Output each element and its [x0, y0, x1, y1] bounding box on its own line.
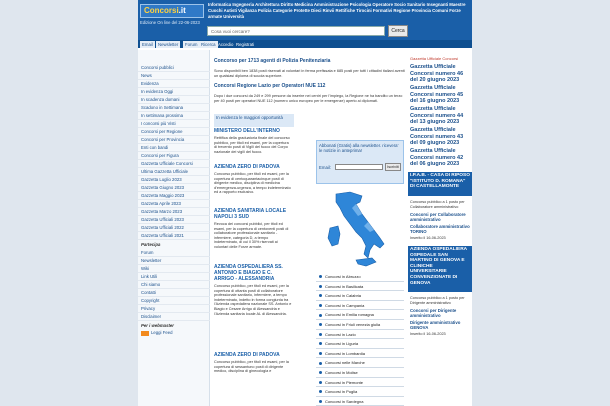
- italy-map[interactable]: [316, 188, 404, 270]
- newsletter-subscribe-button[interactable]: Iscriviti: [385, 163, 401, 171]
- site-logo[interactable]: [140, 4, 204, 18]
- ente-link[interactable]: Concorsi per Collaboratore amministrativo: [410, 212, 466, 222]
- article-text: Concorso pubblico, per titoli ed esami, per la copertura di centoquarantacinque posti di dirigente medico, disciplina di medicina d'emergenza-urgenza, a tempo indeterminato ed a rapporto esclusivo.: [214, 172, 291, 195]
- sidebar-item[interactable]: Ultima Gazzetta Ufficiale: [138, 168, 210, 176]
- evidence-label: In evidenza le maggiori opportunità: [214, 114, 294, 127]
- sidebar-item[interactable]: In evidenza Oggi: [138, 88, 210, 96]
- region-item[interactable]: [316, 397, 404, 406]
- nav-separator: o: [231, 42, 234, 47]
- bullet-icon: [319, 352, 322, 355]
- ente-box[interactable]: AZIENDA OSPEDALIERA OSPEDALE SAN MARTINO DI GENOVA E CLINICHE UNIVERSITARIE CONVENZIONATE DI GENOVA: [408, 246, 472, 292]
- newsletter-box: [316, 140, 404, 184]
- edition-date: Edizione On line del 22-06-2023: [140, 20, 200, 25]
- gazzetta-link[interactable]: Gazzetta Ufficiale Concorsi numero 43 del 09 giugno 2023: [410, 127, 464, 147]
- headline-text: Dopo i due concorsi da 249 e 299 persone da inserire nei centri per l'impiego, la Regione ne ha bandito un terzo per 40 posti per operatori NUE 112 (numero unico europeo per le emergenze) aperto ai diplomati.: [214, 94, 403, 103]
- region-item[interactable]: [316, 349, 404, 359]
- headline-title[interactable]: Concorso per 1713 agenti di Polizia Penitenziaria: [214, 58, 331, 64]
- gazzetta-link[interactable]: Gazzetta Ufficiale Concorsi numero 45 del 16 giugno 2023: [410, 85, 464, 105]
- sidebar-item[interactable]: Chi siamo: [138, 281, 210, 289]
- region-label: Concorsi in Sardegna: [325, 398, 364, 404]
- sidebar-item[interactable]: Gazzetta Ufficiali 2022: [138, 224, 210, 232]
- region-label: Concorsi in Puglia: [325, 389, 358, 395]
- bullet-icon: [319, 314, 322, 317]
- bullet-icon: [319, 371, 322, 374]
- article-text: Concorso pubblico, per titoli ed esami, per la copertura di ottanta posti di collaboratore professionale sanitario, infermiere, a tempo indeterminato, indetto in forma congiunta tra l'Azienda ospedaliera nazionale SS. Antonio e Biagio e Cesare Arrigo di Alessandria e l'Azienda sanitaria locale AL di Alessandria.: [214, 284, 292, 316]
- sidebar-item[interactable]: Link Utili: [138, 273, 210, 281]
- bullet-icon: [319, 275, 322, 278]
- sidebar-item[interactable]: News: [138, 72, 210, 80]
- article-title[interactable]: AZIENDA SANITARIA LOCALE NAPOLI 3 SUD: [214, 208, 287, 220]
- italy-map-icon: [316, 188, 404, 270]
- region-label: Concorsi in Friuli venezia giulia: [325, 322, 381, 327]
- ente-date: Inserito il 16-06-2023: [410, 236, 446, 240]
- region-item[interactable]: [316, 282, 404, 292]
- bullet-icon: [319, 323, 322, 326]
- tab-email[interactable]: Email: [142, 42, 153, 47]
- sidebar-item[interactable]: Gazzetta Ufficiali 2021: [138, 232, 210, 240]
- sidebar-item[interactable]: Newsletter: [138, 257, 210, 265]
- sidebar-item[interactable]: Concorsi per Regione: [138, 128, 210, 136]
- sidebar-item[interactable]: Evidenza: [138, 80, 210, 88]
- region-item[interactable]: [316, 272, 404, 282]
- sidebar-item[interactable]: Wiki: [138, 265, 210, 273]
- rss-link[interactable]: Leggi Feed: [151, 330, 173, 335]
- ente-text: Concorso pubblico a 1 posto per Dirigente amministrativo: [410, 296, 465, 305]
- webmaster-title: Per i webmaster: [141, 323, 174, 328]
- region-label: Concorsi in Piemonte: [325, 379, 364, 385]
- region-item[interactable]: [316, 310, 404, 320]
- article-title[interactable]: AZIENDA ZERO DI PADOVA: [214, 352, 280, 358]
- region-label: Concorsi in Molise: [325, 370, 358, 375]
- tab-forum[interactable]: Forum: [185, 42, 198, 47]
- sidebar-item[interactable]: I concorsi più Visti: [138, 120, 210, 128]
- logo-main: Concorsi: [144, 6, 179, 15]
- right-column: [408, 50, 472, 406]
- register-link[interactable]: Registrati: [236, 42, 255, 47]
- sidebar-item[interactable]: Contatti: [138, 289, 210, 297]
- newsletter-text: Abbonati (Gratis) alla newsletter. ricevera' le notizie in anteprima!: [319, 143, 399, 153]
- article-title[interactable]: AZIENDA OSPEDALIERA SS. ANTONIO E BIAGIO E C. ARRIGO - ALESSANDRIA: [214, 264, 283, 282]
- region-label: Concorsi in Lombardia: [325, 350, 366, 356]
- sidebar-item[interactable]: Gazzetta Ufficiali 2023: [138, 216, 210, 224]
- gazzetta-link[interactable]: Gazzetta Ufficiale Concorsi numero 42 del 06 giugno 2023: [410, 148, 464, 168]
- ente-text: Concorso pubblico a 1 posto per Collaboratore amministrativo: [410, 200, 465, 209]
- gazzetta-link[interactable]: Gazzetta Ufficiale Concorsi numero 46 del 20 giugno 2023: [410, 64, 464, 84]
- region-item[interactable]: [316, 387, 404, 397]
- tab-newsletter[interactable]: Newsletter: [158, 42, 179, 47]
- bullet-icon: [319, 362, 322, 365]
- gazzetta-link[interactable]: Gazzetta Ufficiale Concorsi numero 44 del 13 giugno 2023: [410, 106, 464, 126]
- ente-bold: Dirigente amministrativo GENOVA: [410, 320, 461, 330]
- headline-text: Sono disponibili ben 1838 posti riservati ai volontari in ferma prefissata e 685 posti per tutti i cittadini italiani aventi un qualsiasi diploma di scuola superiore.: [214, 69, 405, 78]
- login-link[interactable]: Accedi: [218, 42, 231, 47]
- sidebar-item[interactable]: Privacy: [138, 305, 210, 313]
- region-item[interactable]: [316, 320, 404, 330]
- ente-link[interactable]: Concorsi per Dirigente amministrativo: [410, 308, 457, 318]
- bullet-icon: [319, 333, 322, 336]
- region-item[interactable]: [316, 378, 404, 388]
- sidebar-item[interactable]: Gazzetta Maggio 2023: [138, 192, 210, 200]
- sidebar-item[interactable]: Enti con bandi: [138, 144, 210, 152]
- sidebar-item[interactable]: Gazzetta Marzo 2023: [138, 208, 210, 216]
- region-item[interactable]: [316, 301, 404, 311]
- region-label: Concorsi in Basilicata: [325, 283, 364, 289]
- sidebar: [138, 50, 210, 406]
- search-input[interactable]: Cosa vuoi cercare?: [207, 26, 385, 36]
- sidebar-item[interactable]: In scadenza domani: [138, 96, 210, 104]
- region-item[interactable]: [316, 368, 404, 378]
- region-item[interactable]: [316, 291, 404, 301]
- region-label: Concorsi in Liguria: [325, 341, 359, 347]
- sidebar-item[interactable]: In settimana prossima: [138, 112, 210, 120]
- page: [138, 0, 472, 406]
- sidebar-item[interactable]: Concorsi per Provincia: [138, 136, 210, 144]
- headline-title[interactable]: Concorsi Regione Lazio per Operatori NUE 112: [214, 83, 326, 89]
- region-label: Concorsi in Abruzzo: [325, 274, 361, 279]
- main-content: [214, 50, 406, 406]
- region-label: Concorsi in Emilia romagna: [325, 312, 374, 318]
- bullet-icon: [319, 400, 322, 403]
- top-nav: [138, 40, 472, 48]
- site-header: [138, 0, 472, 40]
- ente-box[interactable]: I.P.A.B. - CASA DI RIPOSO "ISTITUTO D. ROMANA" DI CASTELLAMONTE: [408, 172, 472, 196]
- bullet-icon: [319, 381, 322, 384]
- region-label: Concorsi in Lazio: [325, 331, 356, 337]
- logo-tld: .it: [178, 6, 186, 15]
- evidence-column: [214, 114, 294, 406]
- article-text: Rettifica della graduatoria finale del concorso pubblico, per titoli ed esami, per la copertura di trecento posti di Vigili del fuoco del Corpo nazionale dei vigili del fuoco.: [214, 136, 290, 154]
- tab-ricerca[interactable]: Ricerca: [201, 42, 216, 47]
- sidebar-item[interactable]: Disclaimer: [138, 313, 210, 321]
- sidebar-item[interactable]: Scadono in Settimana: [138, 104, 210, 112]
- region-label: Concorsi in Campania: [325, 302, 365, 308]
- article-text: Concorso pubblico, per titoli ed esami, per la copertura di sessantuno posti di dirigente medico, disciplina di ginecologia e: [214, 360, 289, 374]
- article-title[interactable]: AZIENDA ZERO DI PADOVA: [214, 164, 280, 170]
- article-text: Revoca dei concorsi pubblici, per titoli ed esami, per la copertura di centoventi posti di collaboratore professionale sanitario - infermiere, categoria D, a tempo indeterminato, di cui il 30% riservati ai volontari delle Forze armate.: [214, 222, 289, 249]
- sidebar-item[interactable]: Gazzetta Aprile 2023: [138, 200, 210, 208]
- article-title[interactable]: MINISTERO DELL'INTERNO: [214, 128, 280, 134]
- bullet-icon: [319, 390, 322, 393]
- sidebar-item[interactable]: Concorsi per Figura: [138, 152, 210, 160]
- region-label: Concorsi in Calabria: [325, 293, 362, 299]
- bullet-icon: [319, 294, 322, 297]
- category-links[interactable]: Informatica Ingegneria Architettura Diritto Medicina Amministrazione Psicologia Operatore Socio Sanitario Insegnanti Maestre Cuochi Autisti Vigilanza Polizia Categorie Protette Dieci Rinvii Rettifiche Tirocini Formativi Regione Provincia Comuni Forze armate Università: [208, 2, 466, 19]
- ente-date: Inserito il 16-06-2023: [410, 332, 446, 336]
- bullet-icon: [319, 304, 322, 307]
- sidebar-item[interactable]: Gazzetta Ufficiale Concorsi: [138, 160, 210, 168]
- sidebar-item[interactable]: Concorsi pubblici: [138, 64, 210, 72]
- search-button[interactable]: Cerca: [388, 25, 408, 37]
- newsletter-email-input[interactable]: [335, 164, 383, 170]
- region-label: Concorsi nelle Marche: [325, 360, 365, 366]
- bullet-icon: [319, 285, 322, 288]
- gazzetta-label: Gazzetta Ufficiale Concorsi: [410, 56, 459, 61]
- sidebar-item[interactable]: Gazzetta Luglio 2023: [138, 176, 210, 184]
- sidebar-item[interactable]: Forum: [138, 249, 210, 257]
- region-item[interactable]: [316, 339, 404, 349]
- newsletter-email-label: Email:: [319, 165, 331, 170]
- region-item[interactable]: [316, 330, 404, 340]
- ente-bold: Collaboratore amministrativo TORINO: [410, 224, 470, 234]
- sidebar-item[interactable]: Copyright: [138, 297, 210, 305]
- sidebar-item[interactable]: Gazzetta Giugno 2023: [138, 184, 210, 192]
- bullet-icon: [319, 342, 322, 345]
- sidebar-section-title: Partecipa: [141, 242, 161, 247]
- region-item[interactable]: [316, 358, 404, 368]
